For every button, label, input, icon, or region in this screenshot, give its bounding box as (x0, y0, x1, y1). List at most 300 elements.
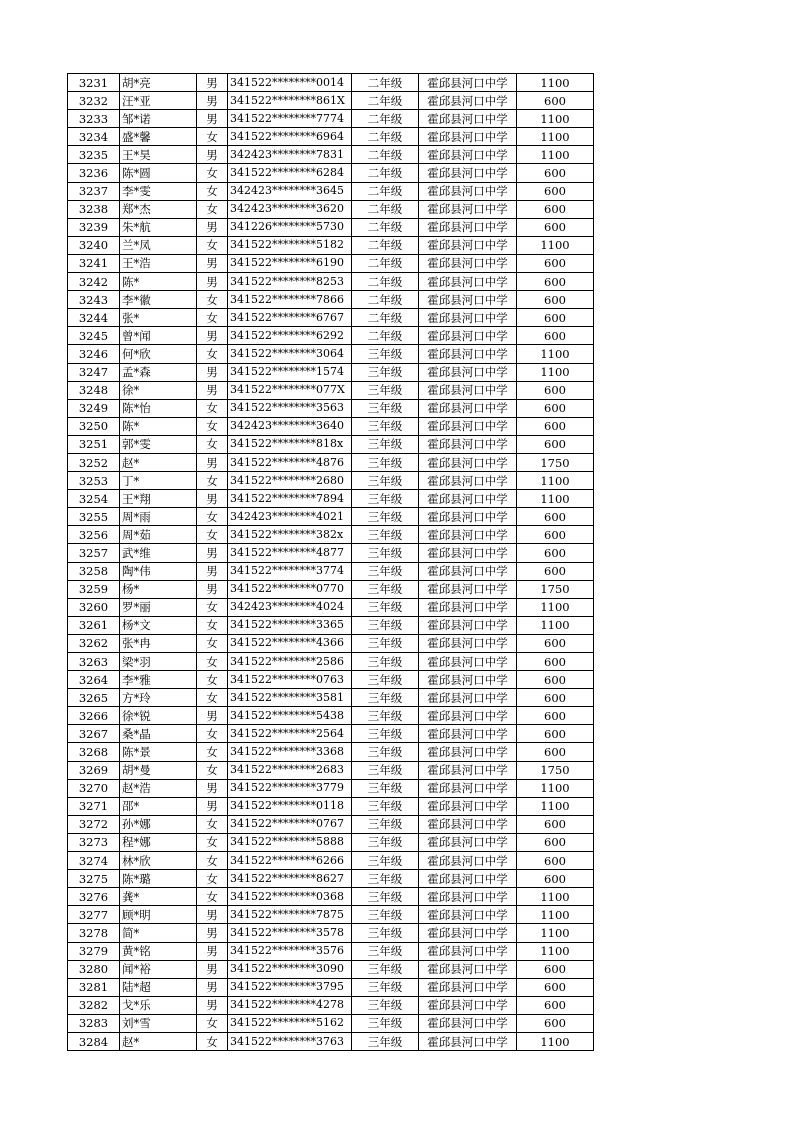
grade-cell: 三年级 (352, 363, 419, 381)
school-name-cell: 霍邱县河口中学 (419, 327, 517, 345)
amount-cell: 600 (517, 653, 594, 671)
id-number-cell: 341522********8627 (228, 870, 352, 888)
student-name-cell: 武*维 (120, 544, 197, 562)
gender-cell: 女 (197, 634, 228, 652)
student-name-cell: 杨* (120, 580, 197, 598)
row-number-cell: 3277 (68, 906, 120, 924)
table-row (68, 526, 594, 544)
gender-cell: 男 (197, 110, 228, 128)
row-number-cell: 3246 (68, 345, 120, 363)
row-number-cell: 3242 (68, 273, 120, 291)
student-name-cell: 周*茹 (120, 526, 197, 544)
id-number-cell: 341522********3365 (228, 616, 352, 634)
student-name-cell: 盛*馨 (120, 128, 197, 146)
grade-cell: 三年级 (352, 852, 419, 870)
row-number-cell: 3262 (68, 634, 120, 652)
grade-cell: 三年级 (352, 906, 419, 924)
school-name-cell: 霍邱县河口中学 (419, 218, 517, 236)
gender-cell: 男 (197, 906, 228, 924)
id-number-cell: 341522********5162 (228, 1014, 352, 1032)
row-number-cell: 3260 (68, 598, 120, 616)
id-number-cell: 341522********077X (228, 381, 352, 399)
school-name-cell: 霍邱县河口中学 (419, 906, 517, 924)
gender-cell: 男 (197, 254, 228, 272)
row-number-cell: 3239 (68, 218, 120, 236)
school-name-cell: 霍邱县河口中学 (419, 833, 517, 851)
table-row (68, 852, 594, 870)
id-number-cell: 341522********3064 (228, 345, 352, 363)
grade-cell: 三年级 (352, 725, 419, 743)
id-number-cell: 341522********0014 (228, 74, 352, 92)
student-name-cell: 李*雯 (120, 182, 197, 200)
id-number-cell: 341522********0763 (228, 671, 352, 689)
school-name-cell: 霍邱县河口中学 (419, 580, 517, 598)
amount-cell: 1100 (517, 345, 594, 363)
gender-cell: 女 (197, 870, 228, 888)
gender-cell: 女 (197, 236, 228, 254)
table-row (68, 562, 594, 580)
grade-cell: 三年级 (352, 870, 419, 888)
student-name-cell: 顾*明 (120, 906, 197, 924)
school-name-cell: 霍邱县河口中学 (419, 1032, 517, 1050)
row-number-cell: 3271 (68, 797, 120, 815)
gender-cell: 女 (197, 508, 228, 526)
student-name-cell: 李*雅 (120, 671, 197, 689)
table-row (68, 653, 594, 671)
gender-cell: 女 (197, 671, 228, 689)
amount-cell: 1100 (517, 146, 594, 164)
amount-cell: 600 (517, 689, 594, 707)
row-number-cell: 3258 (68, 562, 120, 580)
student-name-cell: 郑*杰 (120, 200, 197, 218)
table-row (68, 761, 594, 779)
id-number-cell: 341522********1574 (228, 363, 352, 381)
amount-cell: 600 (517, 815, 594, 833)
student-name-cell: 李*徽 (120, 291, 197, 309)
grade-cell: 三年级 (352, 960, 419, 978)
student-name-cell: 罗*丽 (120, 598, 197, 616)
school-name-cell: 霍邱县河口中学 (419, 562, 517, 580)
student-name-cell: 胡*亮 (120, 74, 197, 92)
id-number-cell: 341522********3090 (228, 960, 352, 978)
student-name-cell: 龚* (120, 888, 197, 906)
gender-cell: 男 (197, 273, 228, 291)
id-number-cell: 341522********2586 (228, 653, 352, 671)
grade-cell: 三年级 (352, 562, 419, 580)
id-number-cell: 341522********0767 (228, 815, 352, 833)
id-number-cell: 341522********3368 (228, 743, 352, 761)
school-name-cell: 霍邱县河口中学 (419, 200, 517, 218)
grade-cell: 三年级 (352, 942, 419, 960)
amount-cell: 1100 (517, 74, 594, 92)
row-number-cell: 3249 (68, 399, 120, 417)
amount-cell: 1750 (517, 453, 594, 471)
student-name-cell: 胡*曼 (120, 761, 197, 779)
gender-cell: 女 (197, 164, 228, 182)
amount-cell: 1100 (517, 924, 594, 942)
school-name-cell: 霍邱县河口中学 (419, 761, 517, 779)
amount-cell: 600 (517, 833, 594, 851)
row-number-cell: 3257 (68, 544, 120, 562)
gender-cell: 女 (197, 1014, 228, 1032)
table-row (68, 309, 594, 327)
student-name-cell: 张* (120, 309, 197, 327)
student-name-cell: 朱*航 (120, 218, 197, 236)
school-name-cell: 霍邱县河口中学 (419, 634, 517, 652)
table-row (68, 435, 594, 453)
row-number-cell: 3279 (68, 942, 120, 960)
gender-cell: 女 (197, 182, 228, 200)
amount-cell: 1750 (517, 580, 594, 598)
table-row (68, 743, 594, 761)
gender-cell: 男 (197, 797, 228, 815)
student-name-cell: 邹*诺 (120, 110, 197, 128)
grade-cell: 三年级 (352, 743, 419, 761)
row-number-cell: 3234 (68, 128, 120, 146)
gender-cell: 男 (197, 453, 228, 471)
id-number-cell: 342423********7831 (228, 146, 352, 164)
grade-cell: 二年级 (352, 236, 419, 254)
table-row (68, 960, 594, 978)
gender-cell: 男 (197, 146, 228, 164)
row-number-cell: 3282 (68, 996, 120, 1014)
table-row (68, 833, 594, 851)
school-name-cell: 霍邱县河口中学 (419, 472, 517, 490)
gender-cell: 女 (197, 852, 228, 870)
school-name-cell: 霍邱县河口中学 (419, 435, 517, 453)
amount-cell: 1100 (517, 797, 594, 815)
gender-cell: 女 (197, 833, 228, 851)
table-row (68, 544, 594, 562)
school-name-cell: 霍邱县河口中学 (419, 707, 517, 725)
id-number-cell: 341522********6964 (228, 128, 352, 146)
amount-cell: 1750 (517, 761, 594, 779)
row-number-cell: 3275 (68, 870, 120, 888)
student-name-cell: 杨*文 (120, 616, 197, 634)
id-number-cell: 341522********3576 (228, 942, 352, 960)
id-number-cell: 341522********7774 (228, 110, 352, 128)
gender-cell: 男 (197, 978, 228, 996)
grade-cell: 三年级 (352, 508, 419, 526)
id-number-cell: 341522********6284 (228, 164, 352, 182)
school-name-cell: 霍邱县河口中学 (419, 128, 517, 146)
grade-cell: 三年级 (352, 888, 419, 906)
grade-cell: 三年级 (352, 472, 419, 490)
gender-cell: 女 (197, 128, 228, 146)
student-name-cell: 陈*景 (120, 743, 197, 761)
amount-cell: 600 (517, 508, 594, 526)
grade-cell: 三年级 (352, 653, 419, 671)
row-number-cell: 3270 (68, 779, 120, 797)
id-number-cell: 341522********3774 (228, 562, 352, 580)
row-number-cell: 3261 (68, 616, 120, 634)
table-row (68, 490, 594, 508)
table-row (68, 725, 594, 743)
table-row (68, 254, 594, 272)
row-number-cell: 3274 (68, 852, 120, 870)
amount-cell: 600 (517, 309, 594, 327)
amount-cell: 600 (517, 634, 594, 652)
table-row (68, 327, 594, 345)
gender-cell: 男 (197, 74, 228, 92)
student-name-cell: 张*冉 (120, 634, 197, 652)
school-name-cell: 霍邱县河口中学 (419, 146, 517, 164)
grade-cell: 二年级 (352, 200, 419, 218)
id-number-cell: 342423********3645 (228, 182, 352, 200)
amount-cell: 1100 (517, 779, 594, 797)
school-name-cell: 霍邱县河口中学 (419, 978, 517, 996)
amount-cell: 600 (517, 164, 594, 182)
school-name-cell: 霍邱县河口中学 (419, 725, 517, 743)
amount-cell: 600 (517, 291, 594, 309)
row-number-cell: 3250 (68, 417, 120, 435)
id-number-cell: 341522********4876 (228, 453, 352, 471)
gender-cell: 男 (197, 327, 228, 345)
row-number-cell: 3243 (68, 291, 120, 309)
row-number-cell: 3280 (68, 960, 120, 978)
amount-cell: 600 (517, 743, 594, 761)
student-name-cell: 陶*伟 (120, 562, 197, 580)
grade-cell: 二年级 (352, 146, 419, 164)
student-name-cell: 徐* (120, 381, 197, 399)
grade-cell: 三年级 (352, 689, 419, 707)
id-number-cell: 341522********2683 (228, 761, 352, 779)
row-number-cell: 3256 (68, 526, 120, 544)
row-number-cell: 3240 (68, 236, 120, 254)
row-number-cell: 3251 (68, 435, 120, 453)
student-name-cell: 孙*娜 (120, 815, 197, 833)
table-row (68, 634, 594, 652)
table-row (68, 906, 594, 924)
student-name-cell: 简* (120, 924, 197, 942)
grade-cell: 三年级 (352, 453, 419, 471)
school-name-cell: 霍邱县河口中学 (419, 309, 517, 327)
school-name-cell: 霍邱县河口中学 (419, 273, 517, 291)
grade-cell: 二年级 (352, 218, 419, 236)
grade-cell: 三年级 (352, 1032, 419, 1050)
row-number-cell: 3259 (68, 580, 120, 598)
amount-cell: 1100 (517, 236, 594, 254)
student-name-cell: 刘*雪 (120, 1014, 197, 1032)
row-number-cell: 3276 (68, 888, 120, 906)
gender-cell: 男 (197, 544, 228, 562)
row-number-cell: 3283 (68, 1014, 120, 1032)
student-name-cell: 陈*璐 (120, 870, 197, 888)
id-number-cell: 341522********5438 (228, 707, 352, 725)
amount-cell: 600 (517, 960, 594, 978)
amount-cell: 1100 (517, 363, 594, 381)
school-name-cell: 霍邱县河口中学 (419, 164, 517, 182)
grade-cell: 二年级 (352, 128, 419, 146)
school-name-cell: 霍邱县河口中学 (419, 870, 517, 888)
id-number-cell: 341522********5888 (228, 833, 352, 851)
row-number-cell: 3265 (68, 689, 120, 707)
student-name-cell: 丁* (120, 472, 197, 490)
student-name-cell: 赵* (120, 1032, 197, 1050)
table-row (68, 200, 594, 218)
student-name-cell: 赵* (120, 453, 197, 471)
id-number-cell: 341522********4877 (228, 544, 352, 562)
row-number-cell: 3253 (68, 472, 120, 490)
gender-cell: 女 (197, 526, 228, 544)
amount-cell: 1100 (517, 110, 594, 128)
table-row (68, 598, 594, 616)
student-name-cell: 汪*亚 (120, 92, 197, 110)
amount-cell: 600 (517, 707, 594, 725)
gender-cell: 女 (197, 399, 228, 417)
id-number-cell: 341522********2564 (228, 725, 352, 743)
school-name-cell: 霍邱县河口中学 (419, 363, 517, 381)
grade-cell: 二年级 (352, 327, 419, 345)
school-name-cell: 霍邱县河口中学 (419, 417, 517, 435)
gender-cell: 男 (197, 779, 228, 797)
table-row (68, 779, 594, 797)
student-name-cell: 兰*凤 (120, 236, 197, 254)
row-number-cell: 3252 (68, 453, 120, 471)
table-row (68, 399, 594, 417)
id-number-cell: 341522********6292 (228, 327, 352, 345)
student-name-cell: 程*娜 (120, 833, 197, 851)
row-number-cell: 3233 (68, 110, 120, 128)
gender-cell: 男 (197, 92, 228, 110)
grade-cell: 二年级 (352, 254, 419, 272)
gender-cell: 女 (197, 616, 228, 634)
gender-cell: 女 (197, 815, 228, 833)
school-name-cell: 霍邱县河口中学 (419, 996, 517, 1014)
table-row (68, 616, 594, 634)
table-body (68, 74, 594, 1051)
gender-cell: 女 (197, 291, 228, 309)
amount-cell: 600 (517, 725, 594, 743)
id-number-cell: 341522********3581 (228, 689, 352, 707)
grade-cell: 三年级 (352, 761, 419, 779)
student-name-cell: 陈*怡 (120, 399, 197, 417)
id-number-cell: 341522********861X (228, 92, 352, 110)
table-row (68, 417, 594, 435)
row-number-cell: 3272 (68, 815, 120, 833)
gender-cell: 男 (197, 381, 228, 399)
grade-cell: 二年级 (352, 273, 419, 291)
table-row (68, 888, 594, 906)
amount-cell: 1100 (517, 616, 594, 634)
amount-cell: 600 (517, 1014, 594, 1032)
grade-cell: 三年级 (352, 671, 419, 689)
student-name-cell: 曾*闻 (120, 327, 197, 345)
gender-cell: 男 (197, 996, 228, 1014)
row-number-cell: 3255 (68, 508, 120, 526)
id-number-cell: 341522********3578 (228, 924, 352, 942)
amount-cell: 600 (517, 381, 594, 399)
amount-cell: 1100 (517, 942, 594, 960)
id-number-cell: 341522********4366 (228, 634, 352, 652)
gender-cell: 女 (197, 743, 228, 761)
id-number-cell: 341522********0118 (228, 797, 352, 815)
student-name-cell: 周*雨 (120, 508, 197, 526)
student-name-cell: 陆*超 (120, 978, 197, 996)
row-number-cell: 3237 (68, 182, 120, 200)
school-name-cell: 霍邱县河口中学 (419, 544, 517, 562)
student-name-cell: 赵*浩 (120, 779, 197, 797)
grade-cell: 三年级 (352, 797, 419, 815)
row-number-cell: 3244 (68, 309, 120, 327)
row-number-cell: 3269 (68, 761, 120, 779)
gender-cell: 男 (197, 707, 228, 725)
grade-cell: 三年级 (352, 634, 419, 652)
table-row (68, 689, 594, 707)
grade-cell: 二年级 (352, 164, 419, 182)
row-number-cell: 3281 (68, 978, 120, 996)
amount-cell: 600 (517, 870, 594, 888)
student-name-cell: 陈* (120, 417, 197, 435)
gender-cell: 女 (197, 598, 228, 616)
grade-cell: 三年级 (352, 978, 419, 996)
gender-cell: 女 (197, 653, 228, 671)
row-number-cell: 3266 (68, 707, 120, 725)
gender-cell: 女 (197, 888, 228, 906)
amount-cell: 1100 (517, 906, 594, 924)
grade-cell: 三年级 (352, 707, 419, 725)
school-name-cell: 霍邱县河口中学 (419, 381, 517, 399)
school-name-cell: 霍邱县河口中学 (419, 291, 517, 309)
id-number-cell: 342423********4021 (228, 508, 352, 526)
amount-cell: 600 (517, 417, 594, 435)
gender-cell: 男 (197, 490, 228, 508)
school-name-cell: 霍邱县河口中学 (419, 453, 517, 471)
id-number-cell: 341522********2680 (228, 472, 352, 490)
school-name-cell: 霍邱县河口中学 (419, 689, 517, 707)
amount-cell: 600 (517, 526, 594, 544)
grade-cell: 三年级 (352, 616, 419, 634)
grade-cell: 三年级 (352, 833, 419, 851)
table-row (68, 291, 594, 309)
table-row (68, 1014, 594, 1032)
table-row (68, 453, 594, 471)
school-name-cell: 霍邱县河口中学 (419, 182, 517, 200)
student-name-cell: 方*玲 (120, 689, 197, 707)
gender-cell: 男 (197, 960, 228, 978)
gender-cell: 女 (197, 689, 228, 707)
id-number-cell: 341522********0770 (228, 580, 352, 598)
amount-cell: 600 (517, 671, 594, 689)
amount-cell: 600 (517, 399, 594, 417)
table-row (68, 236, 594, 254)
gender-cell: 女 (197, 761, 228, 779)
id-number-cell: 341522********7875 (228, 906, 352, 924)
grade-cell: 三年级 (352, 399, 419, 417)
student-name-cell: 邵* (120, 797, 197, 815)
id-number-cell: 342423********4024 (228, 598, 352, 616)
table-row (68, 472, 594, 490)
id-number-cell: 341522********6767 (228, 309, 352, 327)
table-row (68, 74, 594, 92)
table-row (68, 942, 594, 960)
school-name-cell: 霍邱县河口中学 (419, 743, 517, 761)
student-name-cell: 郭*雯 (120, 435, 197, 453)
row-number-cell: 3248 (68, 381, 120, 399)
gender-cell: 男 (197, 942, 228, 960)
amount-cell: 600 (517, 996, 594, 1014)
school-name-cell: 霍邱县河口中学 (419, 1014, 517, 1032)
grade-cell: 二年级 (352, 74, 419, 92)
gender-cell: 男 (197, 218, 228, 236)
school-name-cell: 霍邱县河口中学 (419, 852, 517, 870)
gender-cell: 女 (197, 1032, 228, 1050)
student-name-cell: 王*翔 (120, 490, 197, 508)
school-name-cell: 霍邱县河口中学 (419, 236, 517, 254)
grade-cell: 二年级 (352, 182, 419, 200)
grade-cell: 三年级 (352, 996, 419, 1014)
id-number-cell: 341522********3795 (228, 978, 352, 996)
